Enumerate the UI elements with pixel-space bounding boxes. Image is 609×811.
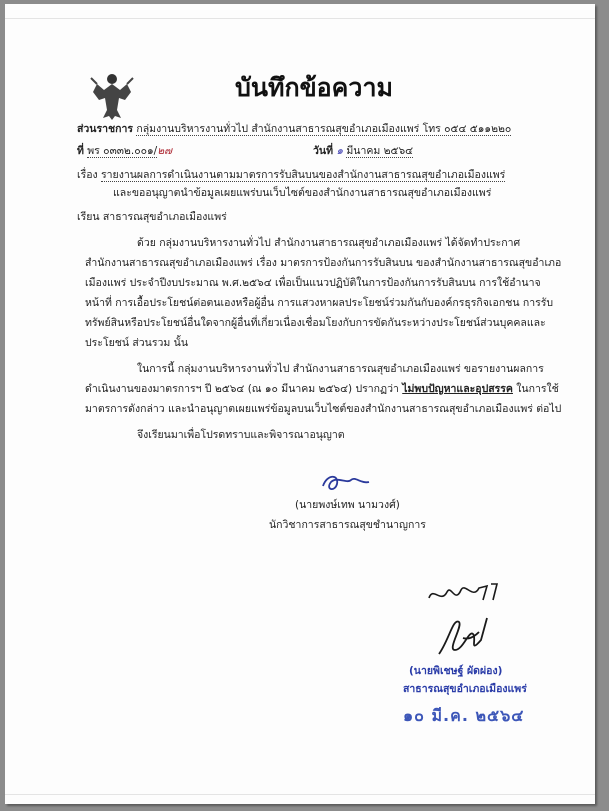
paragraph-2-line-1: ในการนี้ กลุ่มงานบริหารงานทั่วไป สำนักงานสาธารณสุขอำเภอเมืองแพร่ ขอรายงานผลการ [137,363,544,375]
subject-text-2: และขออนุญาตนำข้อมูลเผยแพร่บนเว็บไซต์ของสำนักงานสาธารณสุขอำเภอเมืองแพร่ [113,187,492,199]
approver-name: (นายพิเชษฐ์ ผัดผ่อง) [409,665,503,677]
approver-signature-icon [429,610,499,662]
reference-line [77,144,172,158]
garuda-emblem-icon [89,70,135,122]
subject-line-1 [77,168,505,182]
signer-name: (นายพงษ์เทพ นามวงศ์) [295,499,400,511]
paragraph-1-line: ด้วย กลุ่มงานบริหารงานทั่วไป สำนักงานสาธารณสุขอำเภอเมืองแพร่ ได้จัดทำประกาศ [137,237,521,249]
date-line [313,144,413,158]
approver-position: สาธารณสุขอำเภอเมืองแพร่ [403,683,527,695]
date-value: มีนาคม ๒๕๖๔ [346,145,414,157]
department-line [77,122,511,136]
date-handwritten: ๑ [336,145,344,157]
paragraph-1-line: สำนักงานสาธารณสุขอำเภอเมืองแพร่ เรื่อง มาตรการป้องกันการรับสินบน ของสำนักงานสาธารณสุขอำเภอ [85,257,562,269]
paragraph-1-line: หน้าที่ การเอื้อประโยชน์ต่อตนเองหรือผู้อื่น การแสวงหาผลประโยชน์ร่วมกันกับองค์กรธุรกิจเอกชน การรับ [85,297,554,309]
reference-label: ที่ [77,145,84,157]
approval-handwriting-icon [425,578,505,614]
department-value: กลุ่มงานบริหารงานทั่วไป สำนักงานสาธารณสุขอำเภอเมืองแพร่ โทร ๐๕๔ ๕๑๑๒๒๐ [136,123,512,135]
subject-label: เรื่อง [77,169,98,181]
signer-position: นักวิชาการสาธารณสุขชำนาญการ [269,519,426,531]
paragraph-2-text-end: ในการใช้ [512,383,559,395]
paragraph-1-line: ทรัพย์สินหรือประโยชน์อื่นใดจากผู้อื่นที่เกี่ยวเนื่องเชื่อมโยงกับการขัดกันระหว่างประโยชน์ส่วนบุคคลและ [85,317,546,329]
paragraph-2-line-2 [85,382,559,396]
result-highlight: ไม่พบปัญหาและอุปสรรค [402,383,513,395]
date-label: วันที่ [313,145,333,157]
date-stamp: ๑๐ มี.ค. ๒๕๖๔ [403,706,525,725]
scan-line [5,18,595,19]
subject-text-1: รายงานผลการดำเนินงานตามมาตรการรับสินบนของสำนักงานสาธารณสุขอำเภอเมืองแพร่ [101,169,506,181]
scan-line [5,794,595,795]
department-label: ส่วนราชการ [77,123,134,135]
document-title: บันทึกข้อความ [235,73,393,102]
paragraph-2-line-3: มาตรการดังกล่าว และนำอนุญาตเผยแพร่ข้อมูลบนเว็บไซต์ของสำนักงานสาธารณสุขอำเภอเมืองแพร่ ต่อไป [85,403,562,415]
paragraph-2-text: ดำเนินงานของมาตรการฯ ปี ๒๕๖๔ (ณ ๑๐ มีนาคม ๒๕๖๔) ปรากฏว่า [85,383,403,395]
paragraph-1-line: เมืองแพร่ ประจำปีงบประมาณ พ.ศ.๒๕๖๔ เพื่อเป็นแนวปฏิบัติในการป้องกันการรับสินบน การใช้อำนาจ [85,277,541,289]
paragraph-1-line: ประโยชน์ ส่วนรวม นั้น [85,337,189,349]
reference-handwritten: ๒๗ [157,145,173,157]
document-page [5,4,595,804]
addressee: เรียน สาธารณสุขอำเภอเมืองแพร่ [77,211,227,223]
closing-text: จึงเรียนมาเพื่อโปรดทราบและพิจารณาอนุญาต [137,429,345,441]
reference-value: พร ๐๓๓๒.๐๐๑/ [87,145,158,157]
signer-signature-icon [317,470,377,496]
